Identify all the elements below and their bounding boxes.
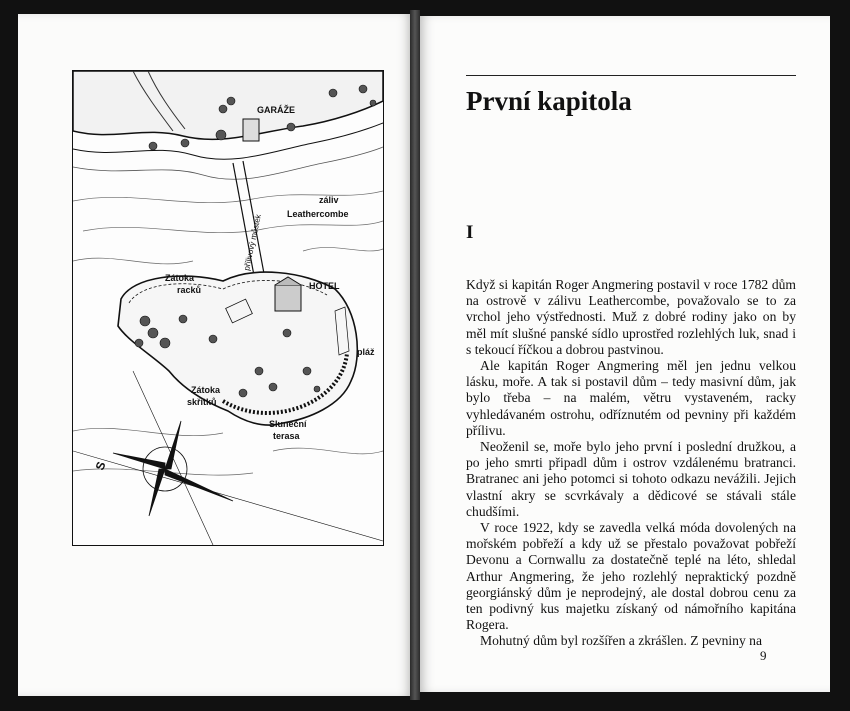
chapter-rule xyxy=(466,75,796,76)
map-label-hotel: HOTEL xyxy=(309,281,340,291)
section-numeral: I xyxy=(466,222,474,243)
page-number: 9 xyxy=(760,648,767,663)
paragraph-3: Neoženil se, moře bylo jeho první i poslední družkou, a po jeho smrti připadl dům i ostrov vzdálenému bratranci. Bratranec ani jeho potomci si tohoto odkazu nevážili. Jejich vlastní akry se scvrkávaly a dědicové se stávali stále chudšími. xyxy=(466,439,796,519)
chapter-title: První kapitola xyxy=(466,86,632,116)
left-page xyxy=(18,14,412,696)
map-label-gull-cove-1: Zátoka xyxy=(165,273,195,283)
mainland-coast xyxy=(73,71,383,139)
map-label-compass-s: S xyxy=(92,459,109,473)
chapter-body xyxy=(466,277,796,650)
map-label-bay-2: Leathercombe xyxy=(287,209,349,219)
map-label-causeway: přílivový můstek xyxy=(242,213,263,272)
map-label-gull-cove-2: racků xyxy=(177,285,202,295)
garage-building xyxy=(243,119,259,141)
map-label-bay-1: záliv xyxy=(319,195,339,205)
map-label-pixy-cove-2: skřítků xyxy=(187,397,217,407)
right-page xyxy=(420,16,830,692)
book-gutter xyxy=(410,10,420,700)
paragraph-5: Mohutný dům byl rozšířen a zkrášlen. Z pevniny na xyxy=(480,633,763,649)
map-label-sunny-ledge-2: terasa xyxy=(273,431,300,441)
hotel-building xyxy=(275,285,301,311)
map-label-garages: GARÁŽE xyxy=(257,105,295,115)
island-outline xyxy=(118,272,357,425)
map-label-pixy-cove-1: Zátoka xyxy=(191,385,221,395)
map-label-beach: pláž xyxy=(357,347,375,357)
paragraph-4: V roce 1922, kdy se zavedla velká móda dovolených na mořském pobřeží a kdy už se přestalo považovat pobřeží Devonu a Cornwallu za dostatečně teplé na léto, shledal Arthur Angmering, že jeho rozlehlý nepraktický pozdně georgiánský dům je neprodejný, ale dostal dobrou cenu za ten podivný kus majetku získaný od námořního kapitána Rogera. xyxy=(466,520,796,633)
island-map xyxy=(72,70,384,546)
paragraph-1: Když si kapitán Roger Angmering postavil v roce 1782 dům na ostrově v zálivu Leathercombe, považovalo se to za vrchol jeho výstřednosti. Muž z dobré rodiny jako on by měl mít slušné panské sídlo uprostřed rozlehlých luk, snad i s tekoucí říčkou a dobrou pastvinou. xyxy=(466,277,796,357)
paragraph-2: Ale kapitán Roger Angmering měl jen jednu velkou lásku, moře. A tak si postavil dům – tedy masivní dům, jak bylo třeba – na malém, větru vystaveném, racky vyhledávaném ostrohu, odříznutém od pevniny při každém přílivu. xyxy=(466,358,796,438)
map-label-sunny-ledge-1: Sluneční xyxy=(269,419,307,429)
